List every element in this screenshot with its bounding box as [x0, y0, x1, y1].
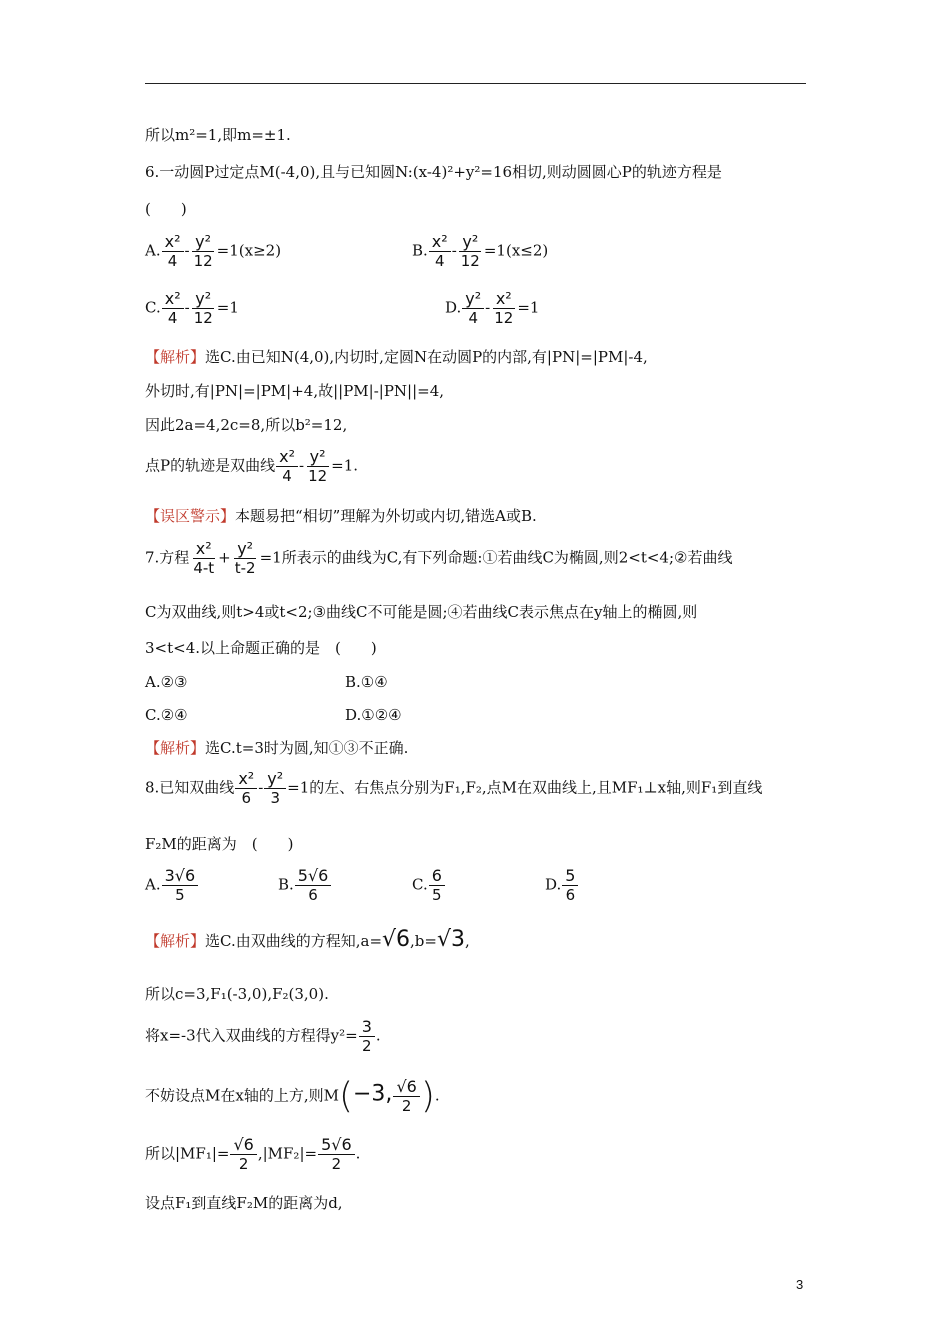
q8-solution-line1: 【解析】选C.由双曲线的方程知,a=√6,b=√3,	[145, 927, 470, 952]
q7-stem-line2: C为双曲线,则t>4或t<2;③曲线C不可能是圆;④若曲线C表示焦点在y轴上的椭圆,则	[145, 603, 698, 621]
q6-solution-line4: 点P的轨迹是双曲线 $\frac{\text{x²}}{4}$ - $\frac{\text{y²}}{12}$ =1.	[145, 447, 359, 485]
q6-paren: ( )	[145, 200, 187, 218]
q8-solution-line2: 所以c=3,F₁(-3,0),F₂(3,0).	[145, 985, 329, 1003]
q7-stem: 7.方程 $\frac{\text{x²}}{4-t}$ + $\frac{\text{y²}}{t-2}$ =1所表示的曲线为C,有下列命题:①若曲线C为椭圆,则2<t<4;②若曲线	[145, 539, 733, 577]
q8-option-d: D. $\frac{5}{6}$	[545, 867, 579, 904]
q7-option-c: C.②④	[145, 706, 188, 724]
solution-tag: 【解析】	[145, 739, 206, 757]
q7-stem-line3: 3<t<4.以上命题正确的是 ( )	[145, 639, 377, 657]
q6-solution-line1: 【解析】选C.由已知N(4,0),内切时,定圆N在动圆P的内部,有|PN|=|PM|-4,	[145, 348, 648, 366]
warning-tag: 【误区警示】	[145, 507, 236, 525]
q6-option-c: C. $\frac{\text{x²}}{4}$ - $\frac{\text{y²}}{12}$ =1	[145, 289, 239, 327]
q8-stem-line2: F₂M的距离为 ( )	[145, 835, 294, 853]
prev-answer-line: 所以m²=1,即m=±1.	[145, 126, 291, 144]
header-rule	[145, 83, 806, 84]
solution-tag: 【解析】	[145, 932, 206, 950]
q8-solution-line3: 将x=-3代入双曲线的方程得y²= $\frac{3}{2}$ .	[145, 1017, 381, 1055]
q7-option-a: A.②③	[145, 673, 188, 691]
q8-option-c: C. $\frac{6}{5}$	[412, 867, 446, 904]
solution-tag: 【解析】	[145, 348, 206, 366]
q8-solution-line4: 不妨设点M在x轴的上方,则M(−3, $\frac{√6}{2}$ ).	[145, 1075, 440, 1117]
q6-stem: 6.一动圆P过定点M(-4,0),且与已知圆N:(x-4)²+y²=16相切,则动圆圆心P的轨迹方程是	[145, 163, 722, 181]
q7-option-b: B.①④	[345, 673, 388, 691]
q8-stem: 8.已知双曲线 $\frac{\text{x²}}{6}$ - $\frac{\text{y²}}{3}$ =1的左、右焦点分别为F₁,F₂,点M在双曲线上,且MF₁⊥x轴,则F₁到直线	[145, 769, 763, 807]
q7-solution: 【解析】选C.t=3时为圆,知①③不正确.	[145, 739, 409, 757]
page-number: 3	[796, 1277, 804, 1292]
q6-option-b: B. $\frac{\text{x²}}{4}$ - $\frac{\text{y²}}{12}$ =1(x≤2)	[412, 232, 549, 270]
q6-solution-line2: 外切时,有|PN|=|PM|+4,故||PM|-|PN||=4,	[145, 382, 445, 400]
q7-option-d: D.①②④	[345, 706, 402, 724]
q8-option-a: A. $\frac{3√6}{5}$	[145, 867, 199, 904]
q8-solution-line6: 设点F₁到直线F₂M的距离为d,	[145, 1194, 343, 1212]
q8-option-b: B. $\frac{5√6}{6}$	[278, 867, 332, 904]
q6-warning: 【误区警示】本题易把“相切”理解为外切或内切,错选A或B.	[145, 507, 537, 525]
q6-solution-line3: 因此2a=4,2c=8,所以b²=12,	[145, 416, 348, 434]
q8-solution-line5: 所以|MF₁|= $\frac{√6}{2}$ ,|MF₂|= $\frac{5√6}{2}$ .	[145, 1135, 361, 1173]
q6-option-a: A. $\frac{\text{x²}}{4}$ - $\frac{\text{y²}}{12}$ =1(x≥2)	[145, 232, 282, 270]
q6-option-d: D. $\frac{\text{y²}}{4}$ - $\frac{\text{x²}}{12}$ =1	[445, 289, 540, 327]
